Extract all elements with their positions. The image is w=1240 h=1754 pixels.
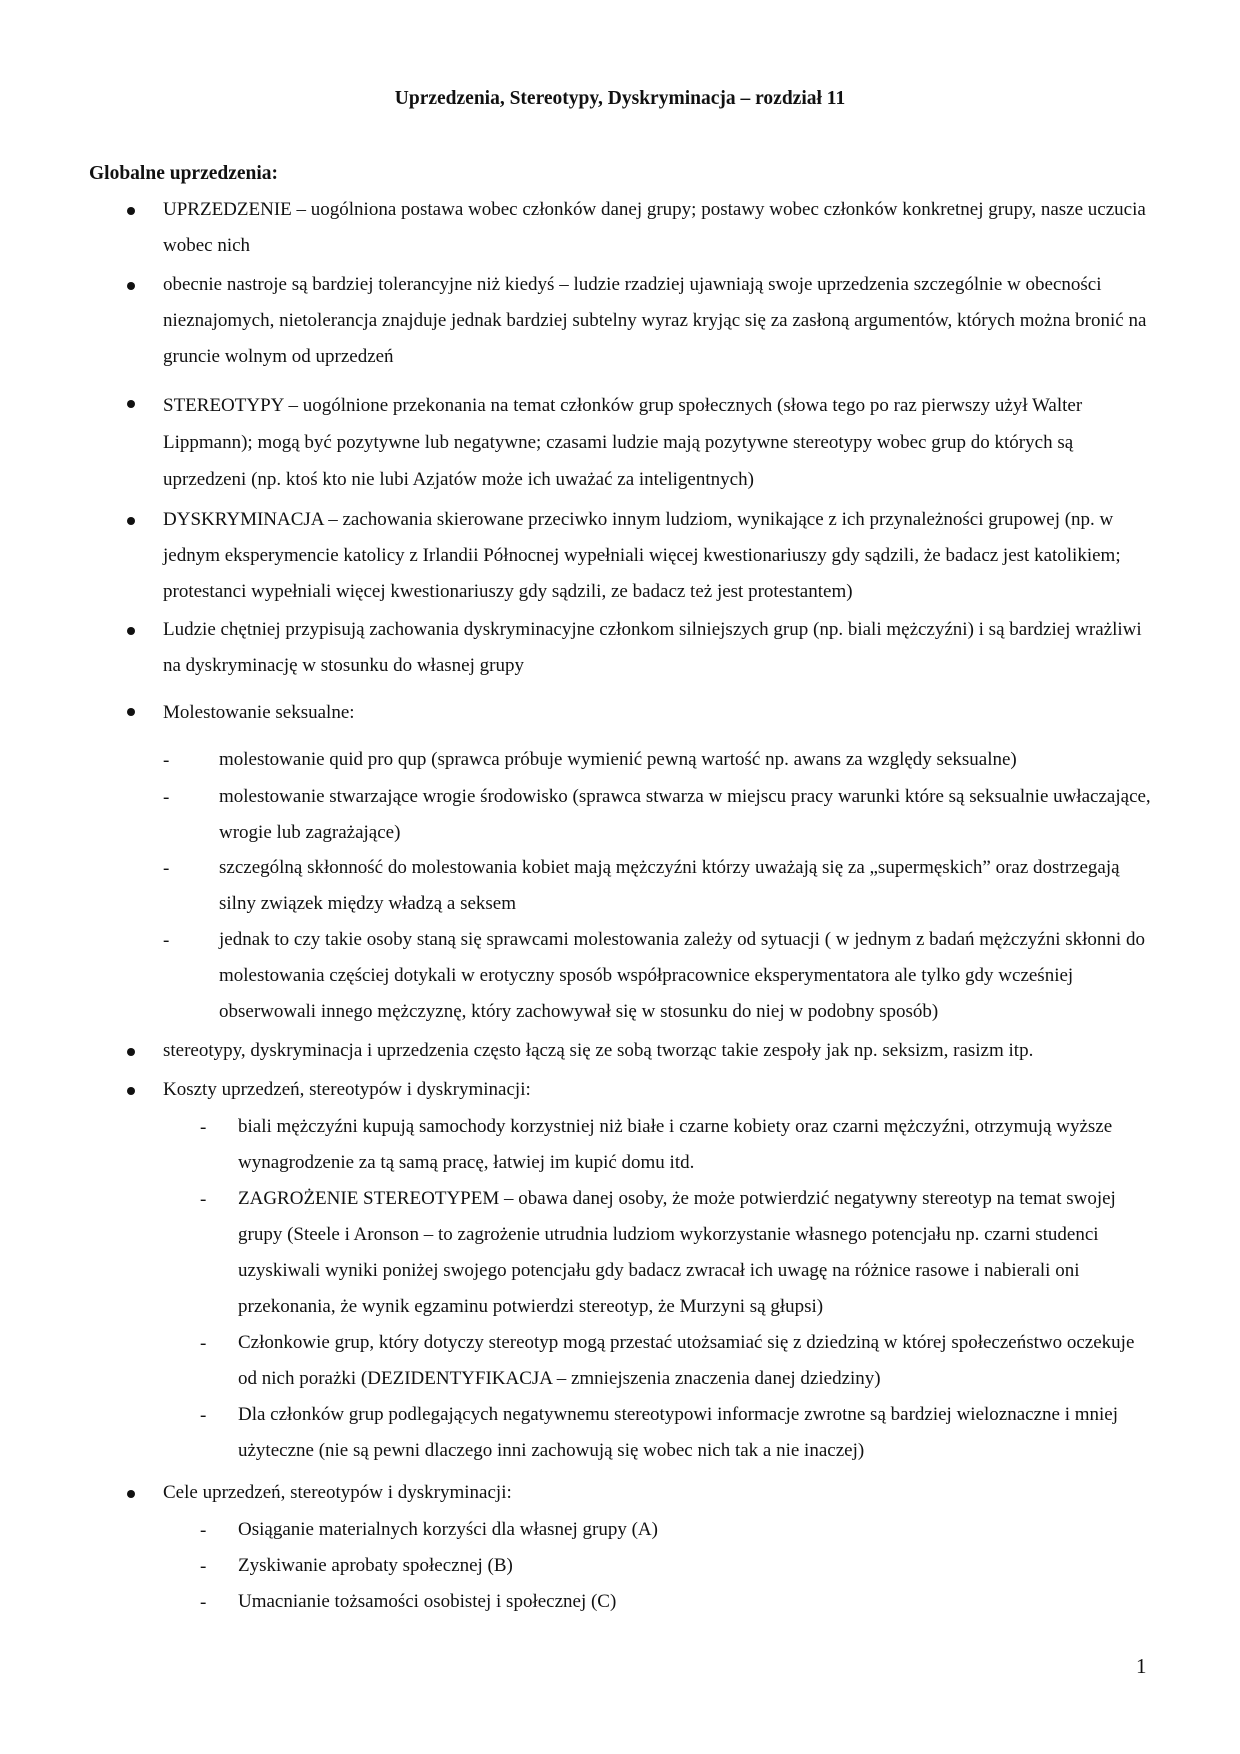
bullet-text: Koszty uprzedzeń, stereotypów i dyskryminacji: <box>163 1079 531 1100</box>
bullet-text: DYSKRYMINACJA – zachowania skierowane przeciwko innym ludziom, wynikające z ich przynależności grupowej (np. w jednym eksperymencie katolicy z Irlandii Północnej wypełniali więcej kwestionariuszy gdy sądzili, że badacz jest katolikiem; protestanci wypełniali więcej kwestionariuszy gdy sądzili, ze badacz też jest protestantem) <box>163 509 1121 602</box>
bullet-icon <box>124 703 138 717</box>
sub-item-text: jednak to czy takie osoby staną się sprawcami molestowania zależy od sytuacji ( w jednym z badań mężczyźni skłonni do molestowania częściej dotykali w erotyczny sposób współpracownice eksperymentatora ale tylko gdy wcześniej obserwowali innego mężczyznę, który zachowywał się w stosunku do niej w podobny sposób) <box>219 929 1145 1022</box>
sub-item-text: Zyskiwanie aprobaty społecznej (B) <box>238 1555 513 1576</box>
bullet-icon <box>124 512 138 526</box>
bullet-text: stereotypy, dyskryminacja i uprzedzenia często łączą się ze sobą tworząc takie zespoły jak np. seksizm, rasizm itp. <box>163 1040 1034 1061</box>
dash-marker: - <box>163 858 170 879</box>
bullet-text: Cele uprzedzeń, stereotypów i dyskryminacji: <box>163 1482 512 1503</box>
dash-marker: - <box>163 787 170 808</box>
bullet-icon <box>124 1082 138 1096</box>
section-heading: Globalne uprzedzenia: <box>89 163 279 184</box>
sub-item-text: Umacnianie tożsamości osobistej i społecznej (C) <box>238 1591 617 1612</box>
page-title: Uprzedzenia, Stereotypy, Dyskryminacja – rozdział 11 <box>394 88 846 109</box>
bullet-text: Ludzie chętniej przypisują zachowania dyskryminacyjne członkom silniejszych grup (np. biali mężczyźni) i są bardziej wrażliwi na dyskryminację w stosunku do własnej grupy <box>163 619 1142 676</box>
dash-marker: - <box>200 1405 207 1426</box>
sub-item-text: Członkowie grup, który dotyczy stereotyp mogą przestać utożsamiać się z dziedziną w której społeczeństwo oczekuje od nich porażki (DEZIDENTYFIKACJA – zmniejszenia znaczenia danej dziedziny) <box>238 1332 1135 1389</box>
dash-marker: - <box>163 750 170 771</box>
sub-item-text: biali mężczyźni kupują samochody korzystniej niż białe i czarne kobiety oraz czarni mężczyźni, otrzymują wyższe wynagrodzenie za tą samą pracę, łatwiej im kupić domu itd. <box>238 1116 1113 1173</box>
dash-marker: - <box>163 930 170 951</box>
bullet-text: Molestowanie seksualne: <box>163 702 355 723</box>
bullet-icon <box>124 202 138 216</box>
sub-item-text: molestowanie stwarzające wrogie środowisko (sprawca stwarza w miejscu pracy warunki które są seksualnie uwłaczające, wrogie lub zagrażające) <box>219 786 1151 843</box>
sub-item-text: ZAGROŻENIE STEREOTYPEM – obawa danej osoby, że może potwierdzić negatywny stereotyp na temat swojej grupy (Steele i Aronson – to zagrożenie utrudnia ludziom wykorzystanie własnego potencjału np. czarni studenci uzyskiwali wyniki poniżej swojego potencjału gdy badacz zwracał ich uwagę na różnice rasowe i nabierali oni przekonania, że wynik egzaminu potwierdzi stereotyp, że Murzyni są głupsi) <box>238 1188 1116 1317</box>
dash-marker: - <box>200 1556 207 1577</box>
sub-item-text: Dla członków grup podlegających negatywnemu stereotypowi informacje zwrotne są bardziej wieloznaczne i mniej użyteczne (nie są pewni dlaczego inni zachowują się wobec nich tak a nie inaczej) <box>238 1404 1118 1461</box>
bullet-icon <box>124 277 138 291</box>
bullet-icon <box>124 395 138 409</box>
bullet-icon <box>124 1043 138 1057</box>
bullet-text: obecnie nastroje są bardziej tolerancyjne niż kiedyś – ludzie rzadziej ujawniają swoje uprzedzenia szczególnie w obecności nieznajomych, nietolerancja znajduje jednak bardziej subtelny wyraz kryjąc się za zasłoną argumentów, których można bronić na gruncie wolnym od uprzedzeń <box>163 274 1147 367</box>
dash-marker: - <box>200 1189 207 1210</box>
dash-marker: - <box>200 1333 207 1354</box>
dash-marker: - <box>200 1520 207 1541</box>
sub-item-text: Osiąganie materialnych korzyści dla własnej grupy (A) <box>238 1519 658 1540</box>
bullet-icon <box>124 622 138 636</box>
sub-item-text: szczególną skłonność do molestowania kobiet mają mężczyźni którzy uważają się za „supermęskich” oraz dostrzegają silny związek między władzą a seksem <box>219 857 1120 914</box>
sub-item-text: molestowanie quid pro qup (sprawca próbuje wymienić pewną wartość np. awans za względy seksualne) <box>219 749 1017 770</box>
dash-marker: - <box>200 1592 207 1613</box>
bullet-icon <box>124 1485 138 1499</box>
dash-marker: - <box>200 1117 207 1138</box>
bullet-text: UPRZEDZENIE – uogólniona postawa wobec członków danej grupy; postawy wobec członków konkretnej grupy, nasze uczucia wobec nich <box>163 199 1146 256</box>
page-number: 1 <box>1136 1654 1147 1678</box>
bullet-text: STEREOTYPY – uogólnione przekonania na temat członków grup społecznych (słowa tego po raz pierwszy użył Walter Lippmann); mogą być pozytywne lub negatywne; czasami ludzie mają pozytywne stereotypy wobec grup do których są uprzedzeni (np. ktoś kto nie lubi Azjatów może ich uważać za inteligentnych) <box>163 395 1083 490</box>
